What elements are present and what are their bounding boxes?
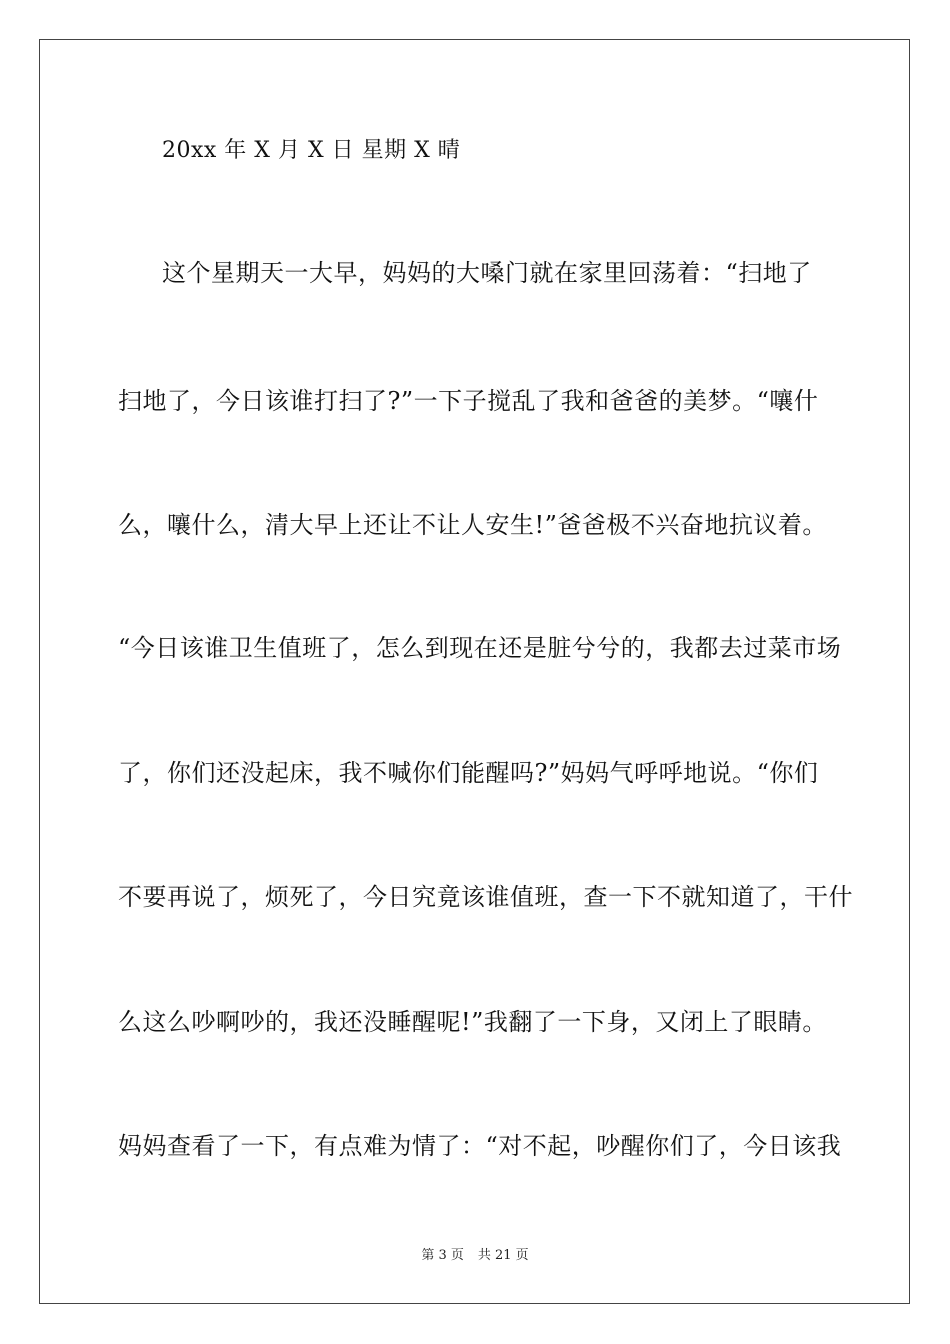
paragraph-line-1: 这个星期天一大早，妈妈的大嗓门就在家里回荡着：“扫地了	[162, 259, 812, 287]
paragraph-line-3: 么，嚷什么，清大早上还让不让人安生!”爸爸极不兴奋地抗议着。	[118, 511, 827, 539]
paragraph-line-5: 了，你们还没起床，我不喊你们能醒吗?”妈妈气呼呼地说。“你们	[118, 759, 819, 787]
paragraph-line-4: “今日该谁卫生值班了，怎么到现在还是脏兮兮的，我都去过菜市场	[118, 634, 842, 662]
paragraph-line-7: 么这么吵啊吵的，我还没睡醒呢!”我翻了一下身，又闭上了眼睛。	[118, 1008, 827, 1036]
paragraph-line-8: 妈妈查看了一下，有点难为情了：“对不起，吵醒你们了，今日该我	[118, 1132, 842, 1160]
paragraph-line-6: 不要再说了，烦死了，今日究竟该谁值班，查一下不就知道了，干什	[118, 883, 853, 911]
diary-date-line: 20xx 年 X 月 X 日 星期 X 晴	[162, 138, 461, 163]
page-border	[39, 39, 910, 1304]
page-footer	[0, 1247, 950, 1265]
paragraph-line-2: 扫地了，今日该谁打扫了?”一下子搅乱了我和爸爸的美梦。“嚷什	[118, 387, 819, 415]
page-number: 第 3 页	[421, 1248, 464, 1263]
page-total: 共 21 页	[477, 1248, 529, 1263]
